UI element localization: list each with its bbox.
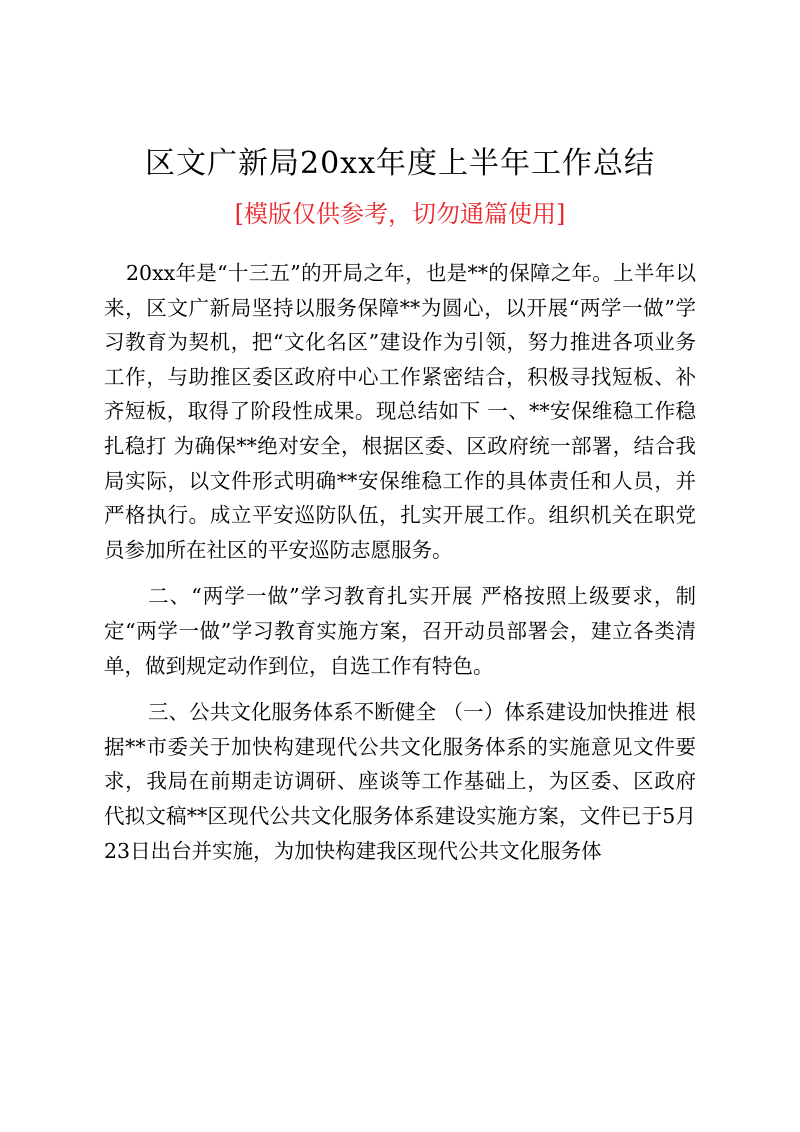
paragraph-section-3: 三、公共文化服务体系不断健全 （一）体系建设加快推进 根据**市委关于加快构建现代公共文化服务体系的实施意见文件要求，我局在前期走访调研、座谈等工作基础上，为区委、区政府代拟文稿**区现代公共文化服务体系建设实施方案，文件已于5月23日出台并实施，为加快构建我区现代公共文化服务体	[104, 700, 696, 863]
paragraph-intro: 20xx年是“十三五”的开局之年，也是**的保障之年。上半年以来，区文广新局坚持以服务保障**为圆心，以开展“两学一做”学习教育为契机，把“文化名区”建设作为引领，努力推进各项业务工作，与助推区委区政府中心工作紧密结合，积极寻找短板、补齐短板，取得了阶段性成果。现总结如下 一、**安保维稳工作稳扎稳打 为确保**绝对安全，根据区委、区政府统一部署，结合我局实际，以文件形式明确**安保维稳工作的具体责任和人员，并严格执行。成立平安巡防队伍，扎实开展工作。组织机关在职党员参加所在社区的平安巡防志愿服务。	[104, 261, 696, 562]
document-body	[104, 256, 696, 880]
template-notice: [模版仅供参考，切勿通篇使用]	[234, 200, 566, 228]
paragraph-section-2: 二、“两学一做”学习教育扎实开展 严格按照上级要求，制定“两学一做”学习教育实施方案，召开动员部署会，建立各类清单，做到规定动作到位，自选工作有特色。	[104, 584, 696, 678]
document-title: 区文广新局20xx年度上半年工作总结	[144, 146, 655, 181]
